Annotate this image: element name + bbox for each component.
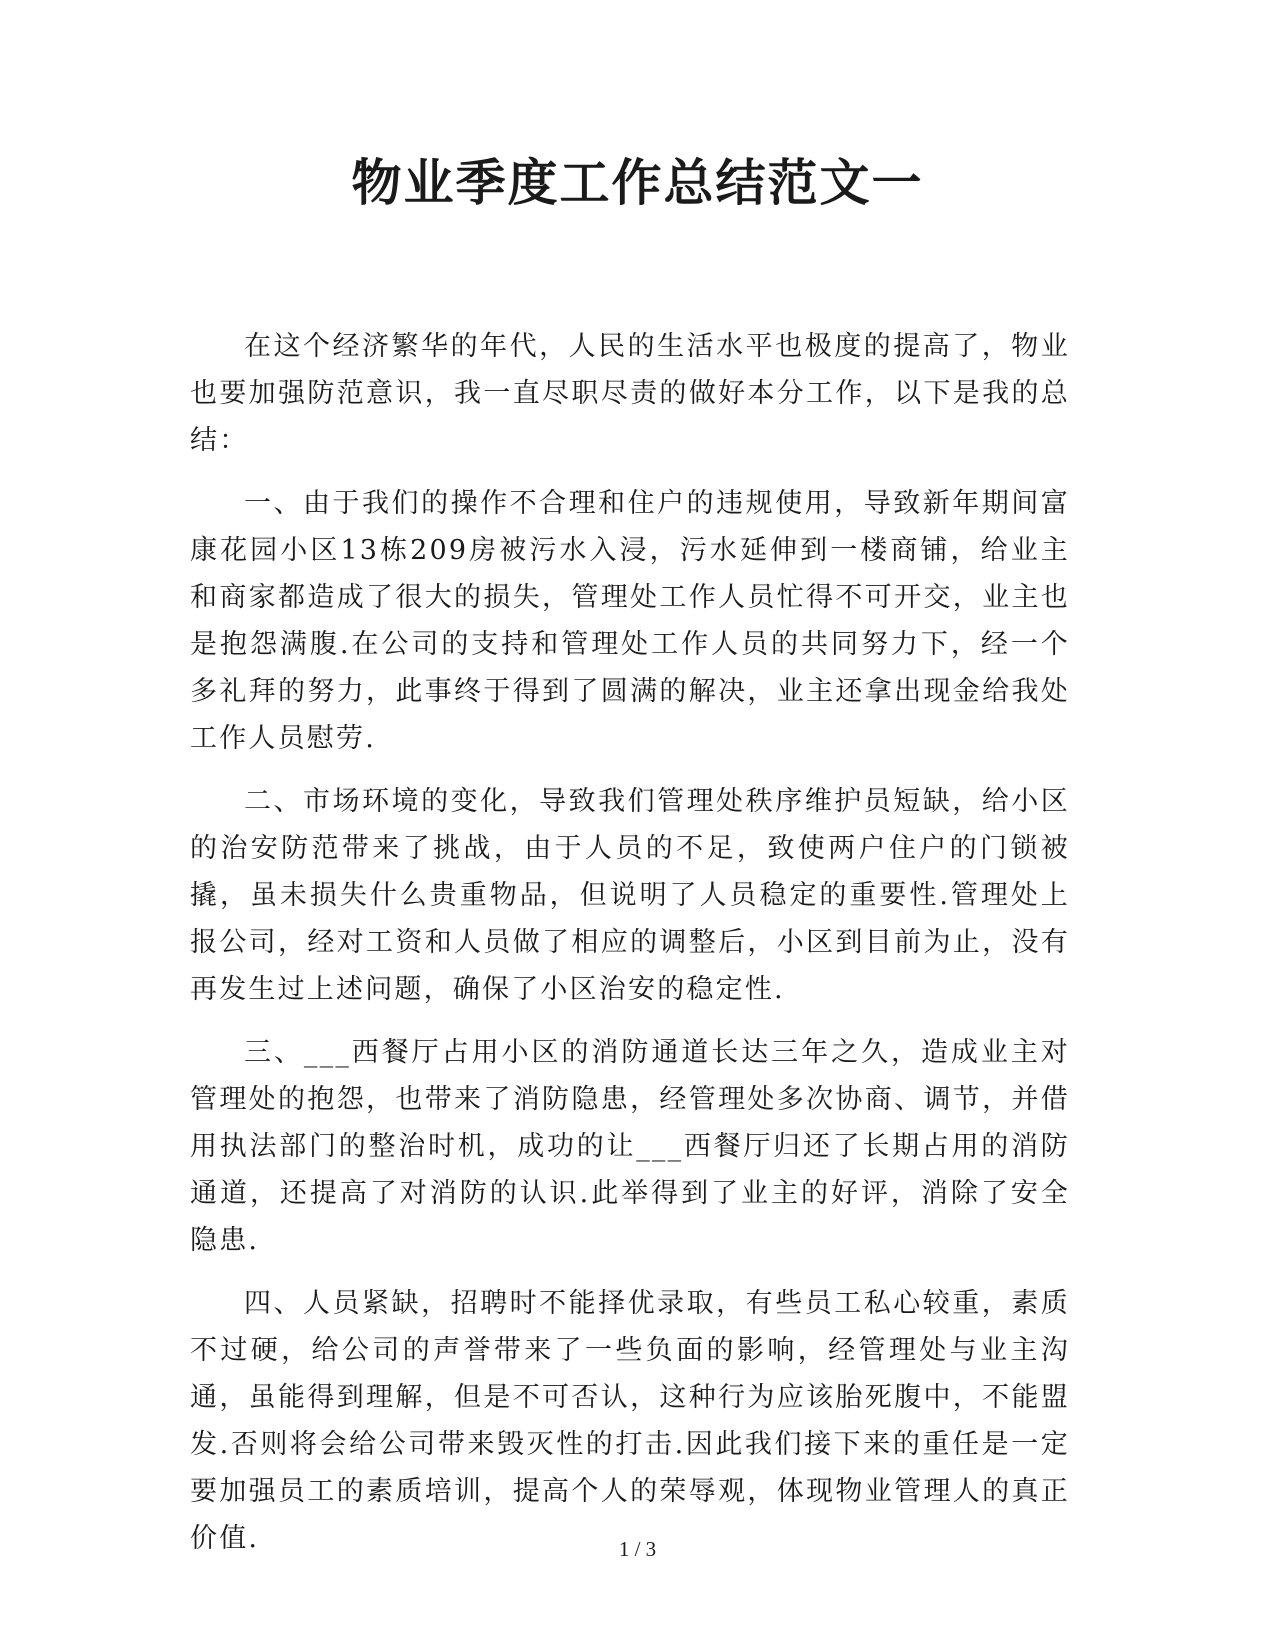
paragraph-section-2: 二、市场环境的变化，导致我们管理处秩序维护员短缺，给小区的治安防范带来了挑战，由于人员的不足，致使两户住户的门锁被撬，虽未损失什么贵重物品，但说明了人员稳定的重要性.管理处上报公司，经对工资和人员做了相应的调整后，小区到目前为止，没有再发生过上述问题，确保了小区治安的稳定性. [190,786,1070,1005]
document-body [190,323,1070,1578]
paragraph-section-1: 一、由于我们的操作不合理和住户的违规使用，导致新年期间富康花园小区13栋209房被污水入浸，污水延伸到一楼商铺，给业主和商家都造成了很大的损失，管理处工作人员忙得不可开交，业主也是抱怨满腹.在公司的支持和管理处工作人员的共同努力下，经一个多礼拜的努力，此事终于得到了圆满的解决，业主还拿出现金给我处工作人员慰劳. [190,488,1070,754]
document-title: 物业季度工作总结范文一 [351,153,924,212]
page-number: 1 / 3 [618,1537,657,1561]
paragraph-intro: 在这个经济繁华的年代，人民的生活水平也极度的提高了，物业也要加强防范意识，我一直尽职尽责的做好本分工作，以下是我的总结： [190,331,1070,456]
paragraph-section-3: 三、___西餐厅占用小区的消防通道长达三年之久，造成业主对管理处的抱怨，也带来了消防隐患，经管理处多次协商、调节，并借用执法部门的整治时机，成功的让___西餐厅归还了长期占用的消防通道，还提高了对消防的认识.此举得到了业主的好评，消除了安全隐患. [190,1037,1070,1256]
paragraph-section-4: 四、人员紧缺，招聘时不能择优录取，有些员工私心较重，素质不过硬，给公司的声誉带来了一些负面的影响，经管理处与业主沟通，虽能得到理解，但是不可否认，这种行为应该胎死腹中，不能盟发.否则将会给公司带来毁灭性的打击.因此我们接下来的重任是一定要加强员工的素质培训，提高个人的荣辱观，体现物业管理人的真正价值. [190,1288,1070,1554]
